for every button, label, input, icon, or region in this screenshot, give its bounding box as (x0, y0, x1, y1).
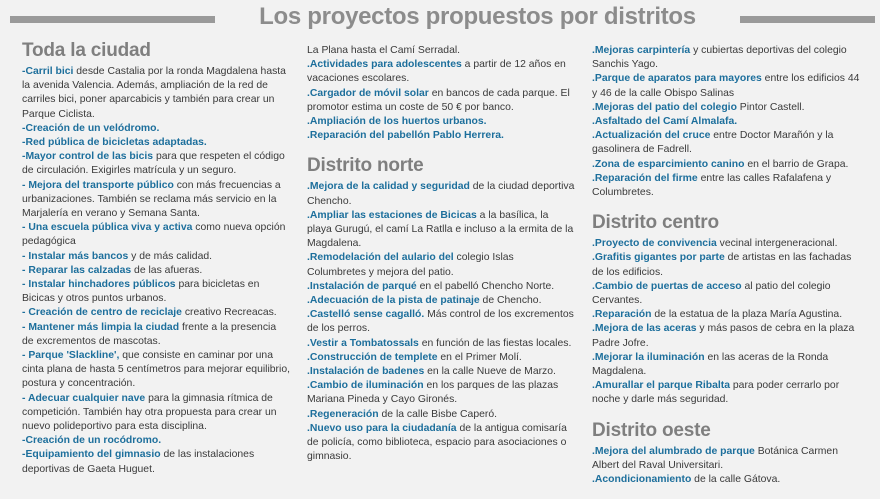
proposal-text: en la calle Nueve de Marzo. (424, 366, 556, 378)
proposal-lead: .Reparación (592, 309, 652, 321)
proposal-item (22, 434, 290, 448)
proposal-text: en función de las fiestas locales. (418, 337, 572, 349)
proposal-item (307, 280, 575, 294)
proposal-lead: .Parque de aparatos para mayores (592, 73, 762, 85)
proposal-text: para bicicletas en Bicicas y otros puntos urbanos. (22, 279, 260, 305)
proposal-item (22, 221, 290, 249)
proposal-item (22, 321, 290, 349)
proposal-lead: -Mayor control de las bicis (22, 151, 154, 163)
proposal-item (307, 115, 575, 129)
proposal-item (307, 379, 575, 407)
proposal-item (307, 209, 575, 252)
proposal-text: en el barrio de Grapa. (744, 158, 849, 170)
proposal-item (307, 408, 575, 422)
proposal-lead: -Red pública de bicicletas adaptadas. (22, 137, 207, 149)
proposal-text: de las afueras. (131, 264, 203, 276)
proposal-text: y de más calidad. (128, 250, 213, 262)
proposal-text: creativo Recreacas. (181, 307, 277, 319)
proposal-text: para poder cerrarlo por noche y darle más seguridad. (592, 380, 840, 406)
proposal-lead: .Mejora de la calidad y seguridad (307, 181, 470, 193)
proposal-lead: - Una escuela pública viva y activa (22, 222, 193, 234)
proposal-text: entre Doctor Marañón y la gasolinera de Fadrell. (592, 130, 834, 156)
proposal-lead: - Parque 'Slackline', (22, 350, 120, 362)
proposal-lead: .Nuevo uso para la ciudadanía (307, 422, 457, 434)
proposal-text: Más control de los excrementos de los perros. (307, 309, 574, 335)
proposal-lead: .Regeneración (307, 408, 379, 420)
proposal-item (22, 150, 290, 178)
proposal-item (307, 337, 575, 351)
proposal-lead: - Creación de centro de reciclaje (22, 307, 182, 319)
proposal-text: La Plana hasta el Camí Serradal. (307, 45, 461, 56)
proposal-lead: - Mejora del transporte público (22, 179, 174, 191)
proposal-text: en bancos de cada parque. El promotor estima un coste de 50 € por banco. (307, 87, 570, 113)
proposal-text: de la calle Bisbe Caperó. (378, 408, 498, 420)
proposal-item (307, 129, 575, 143)
proposal-item (592, 129, 860, 157)
title-rule-right (740, 16, 875, 23)
section (307, 44, 575, 143)
proposal-item (307, 180, 575, 208)
proposal-text: que consiste en caminar por una cinta plana de hasta 5 centímetros para mejorar equilibrio, postura y concentración. (22, 350, 290, 390)
proposal-item (22, 306, 290, 320)
title-rule-left (10, 16, 215, 23)
proposal-item (307, 58, 575, 86)
proposal-item (592, 72, 860, 100)
proposal-text: de la ciudad deportiva Chencho. (307, 181, 575, 207)
proposal-text: y cubiertas deportivas del colegio Sanchis Yago. (592, 45, 847, 71)
proposal-text: vecinal intergeneracional. (716, 238, 838, 250)
proposal-text: a partir de 12 años en vacaciones escolares. (307, 59, 566, 85)
proposal-item (592, 473, 860, 487)
proposal-lead: -Equipamiento del gimnasio (22, 449, 161, 461)
section-title: Distrito oeste (592, 419, 711, 441)
proposal-text: frente a la presencia de excrementos de mascotas. (22, 321, 277, 347)
proposal-item (22, 250, 290, 264)
proposal-lead: .Grafitis gigantes por parte (592, 252, 725, 264)
proposal-text: de la estatua de la plaza María Agustina. (651, 309, 843, 321)
section-title: Toda la ciudad (22, 40, 151, 61)
proposal-lead: - Instalar hinchadores públicos (22, 279, 176, 291)
proposal-item (307, 308, 575, 336)
proposal-item (307, 44, 575, 58)
proposal-item (592, 280, 860, 308)
proposal-item (307, 251, 575, 279)
proposal-lead: .Vestir a Tombatossals (307, 337, 419, 349)
proposal-lead: .Mejora del alumbrado de parque (592, 445, 755, 457)
proposal-text: al patio del colegio Cervantes. (592, 280, 831, 307)
proposal-text: en los parques de las plazas Mariana Pineda y Cayo Gironés. (307, 380, 559, 406)
proposal-text: en el pabelló Chencho Norte. (416, 280, 555, 292)
proposal-text: como nueva opción pedagógica (22, 222, 286, 248)
section-title: Distrito norte (307, 155, 424, 177)
proposal-lead: .Mejora de las aceras (592, 323, 697, 335)
proposal-lead: - Instalar más bancos (22, 250, 129, 262)
proposal-item (307, 294, 575, 308)
proposal-item (592, 445, 860, 473)
proposal-lead: - Mantener más limpia la ciudad (22, 321, 180, 333)
proposal-item (22, 349, 290, 392)
proposal-lead: .Reparación del firme (592, 172, 698, 184)
proposal-text: colegio Islas Columbretes y mejora del patio. (307, 252, 514, 278)
proposal-item (307, 422, 575, 465)
proposal-lead: .Construcción de templete (307, 351, 438, 363)
proposal-text: entre los edificios 44 y 46 de la calle Obispo Salinas (592, 73, 860, 99)
section (592, 44, 860, 200)
proposal-lead: .Adecuación de la pista de patinaje (307, 295, 480, 307)
proposal-lead: .Instalación de parqué (307, 280, 417, 292)
proposal-lead: .Ampliar las estaciones de Bicicas (307, 209, 477, 221)
proposal-item (592, 379, 860, 407)
page-title: Los proyectos propuestos por distritos (259, 3, 696, 30)
proposal-item (22, 122, 290, 136)
proposal-lead: -Creación de un rocódromo. (22, 435, 162, 447)
proposal-item (592, 322, 860, 350)
proposal-lead: .Zona de esparcimiento canino (592, 158, 745, 170)
proposal-text: de la calle Gátova. (691, 474, 781, 486)
proposal-text: para la gimnasia rítmica de competición. También hay otra propuesta para crear un nuevo polideportivo para esta disciplina. (22, 392, 277, 433)
section (592, 212, 860, 407)
proposal-item (307, 365, 575, 379)
column-2 (307, 44, 575, 499)
proposal-item (592, 237, 860, 251)
proposal-lead: .Instalación de badenes (307, 366, 425, 378)
proposal-lead: .Cambio de puertas de acceso (592, 280, 742, 292)
section-title: Distrito centro (592, 212, 719, 234)
proposal-lead: .Ampliación de los huertos urbanos. (307, 116, 487, 128)
column-3 (592, 44, 860, 499)
proposal-item (592, 44, 860, 72)
proposal-item (307, 87, 575, 115)
section (307, 155, 575, 464)
proposal-lead: -Creación de un velódromo. (22, 122, 160, 134)
proposal-item (592, 308, 860, 322)
proposal-text: con más frecuencias a urbanizaciones. También se reclama más servicio en la Marjalería en verano y Semana Santa. (22, 179, 281, 220)
proposal-lead: .Amurallar el parque Ribalta (592, 380, 731, 392)
proposal-text: de las instalaciones deportivas de Gaeta Huguet. (22, 449, 255, 475)
proposal-text: desde Castalia por la ronda Magdalena hasta la avenida Valencia. Además, ampliación de la red de carriles bici, poner aparcabicis y también para crear un Parque Ciclista. (22, 66, 286, 120)
proposal-text: a la basílica, la playa Gurugú, el camí La Ratlla e incluso a la ermita de la Magdalena. (307, 209, 574, 250)
proposal-item (22, 136, 290, 150)
proposal-item (22, 65, 290, 122)
proposal-text: y más pasos de cebra en la plaza Padre Jofre. (592, 323, 855, 349)
proposal-lead: .Acondicionamiento (592, 474, 692, 486)
proposal-item (592, 115, 860, 129)
proposal-item (22, 448, 290, 476)
proposal-item (22, 264, 290, 278)
proposal-lead: .Mejoras carpintería (592, 45, 691, 56)
proposal-lead: .Mejorar la iluminación (592, 351, 705, 363)
proposal-lead: .Remodelación del aulario del (307, 252, 454, 264)
header (0, 0, 880, 34)
proposal-text: entre las calles Rafalafena y Columbretes. (592, 172, 832, 199)
proposal-item (307, 351, 575, 365)
proposal-text: de Chencho. (479, 295, 542, 307)
proposal-item (592, 351, 860, 379)
proposal-item (592, 158, 860, 172)
proposal-lead: -Carril bici (22, 66, 74, 77)
proposal-text: de artistas en las fachadas de los edificios. (592, 252, 852, 278)
proposal-lead: .Cambio de iluminación (307, 380, 424, 392)
proposal-text: en las aceras de la Ronda Magdalena. (592, 351, 829, 378)
proposal-text: Pintor Castell. (736, 101, 805, 113)
proposal-item (592, 251, 860, 279)
section (22, 40, 290, 477)
proposal-lead: .Actualización del cruce (592, 130, 711, 142)
section (592, 420, 860, 488)
proposal-item (592, 101, 860, 115)
proposal-item (22, 179, 290, 222)
proposal-item (22, 278, 290, 306)
proposal-lead: .Asfaltado del Camí Almalafa. (592, 116, 738, 128)
proposal-text: de la antigua comisaría de policía, como biblioteca, espacio para asociaciones o gimnasio. (307, 422, 567, 463)
proposal-item (592, 172, 860, 200)
proposal-text: para que respeten el código de circulación. Exigirles matrícula y un seguro. (22, 151, 285, 177)
proposal-lead: - Adecuar cualquier nave (22, 392, 146, 404)
proposal-text: Botánica Carmen Albert del Raval Universitari. (592, 445, 838, 471)
proposal-item (22, 392, 290, 435)
proposal-lead: .Reparación del pabellón Pablo Herrera. (307, 130, 504, 142)
proposal-text: en el Primer Molí. (437, 351, 522, 363)
proposal-lead: .Actividades para adolescentes (307, 59, 462, 71)
proposal-lead: .Mejoras del patio del colegio (592, 101, 737, 113)
proposal-lead: - Reparar las calzadas (22, 264, 132, 276)
proposal-lead: .Cargador de móvil solar (307, 87, 429, 99)
proposal-lead: .Proyecto de convivencia (592, 238, 717, 250)
column-1 (22, 40, 290, 495)
proposal-lead: .Castelló sense cagalló. (307, 309, 425, 321)
